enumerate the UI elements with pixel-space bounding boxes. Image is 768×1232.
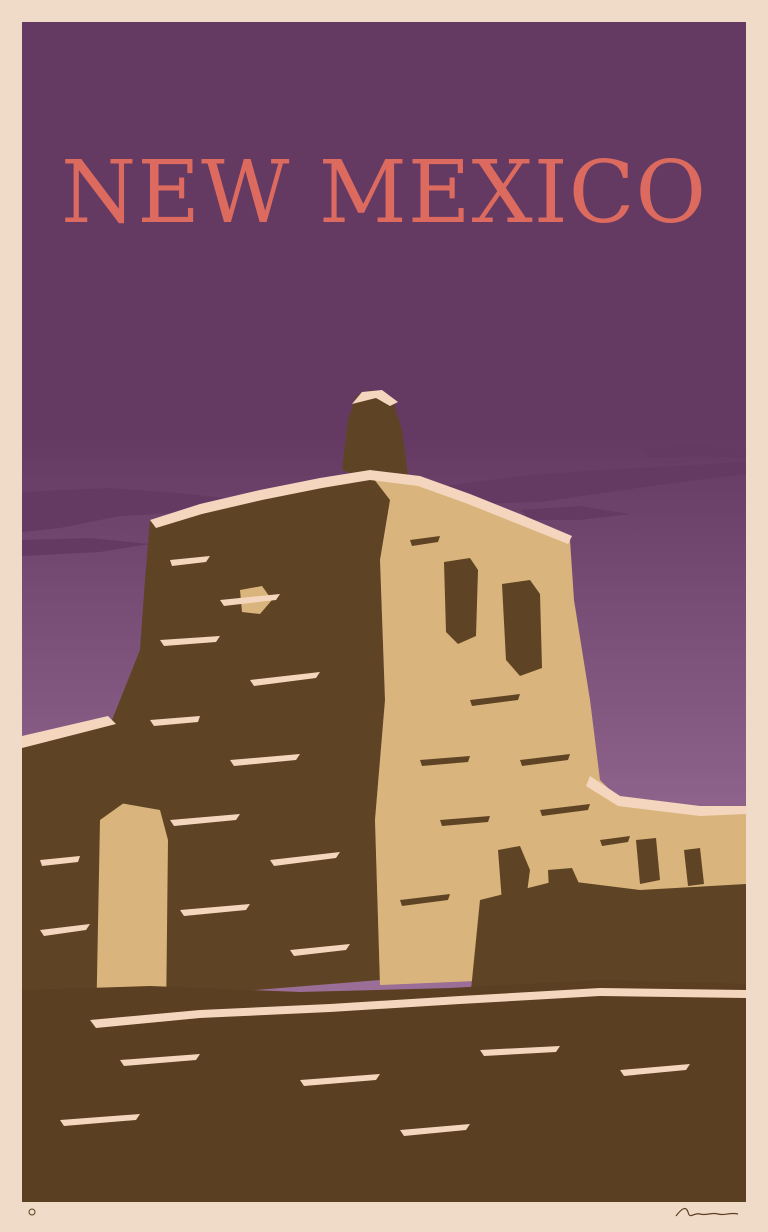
signature-icon <box>676 1209 738 1216</box>
window-left <box>444 558 478 644</box>
ground-foreground <box>22 980 746 1202</box>
poster-title: NEW MEXICO <box>60 143 708 243</box>
right-door-3 <box>636 838 660 884</box>
printer-mark-icon <box>29 1209 35 1215</box>
window-right <box>502 580 542 676</box>
